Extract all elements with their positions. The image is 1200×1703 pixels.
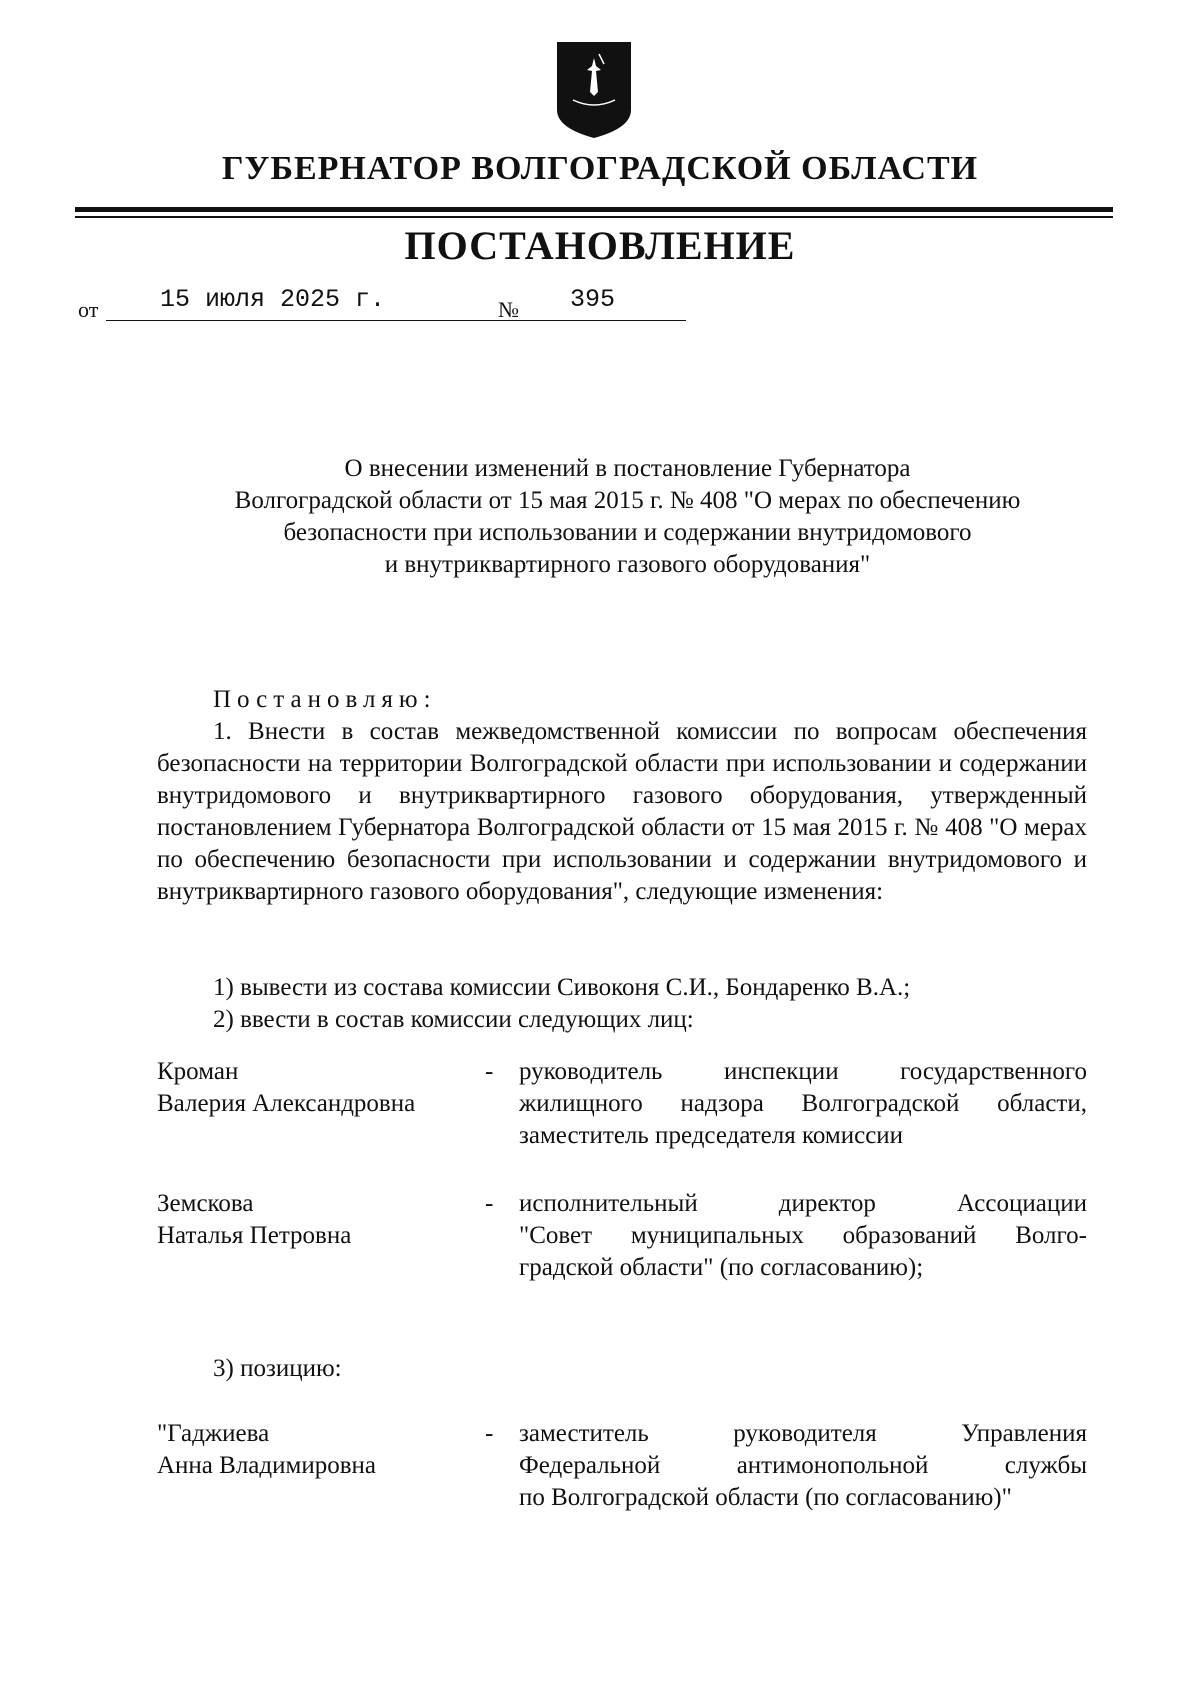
item-2: 2) ввести в состав комиссии следующих лиц: bbox=[213, 1006, 694, 1033]
authority-title: ГУБЕРНАТОР ВОЛГОГРАДСКОЙ ОБЛАСТИ bbox=[221, 150, 979, 187]
item-1: 1) вывести из состава комиссии Сивоконя С.И., Бондаренко В.А.; bbox=[213, 974, 911, 1001]
member-name bbox=[157, 1418, 477, 1482]
role-line: градской области" (по согласованию); bbox=[519, 1254, 924, 1281]
header-rule-thick bbox=[75, 207, 1113, 212]
number-prefix: № bbox=[498, 297, 519, 322]
subject-line: безопасности при использовании и содержании внутридомового bbox=[283, 519, 972, 546]
role-line: исполнительный директор Ассоциации bbox=[519, 1190, 1087, 1217]
role-line: жилищного надзора Волгоградской области, bbox=[519, 1090, 1087, 1117]
member-surname: Земскова bbox=[157, 1190, 254, 1217]
role-line: "Совет муниципальных образований Волго- bbox=[519, 1222, 1087, 1249]
member-role bbox=[519, 1418, 1087, 1514]
decree-word: Постановляю: bbox=[213, 686, 437, 713]
document-date: 15 июля 2025 г. bbox=[160, 285, 386, 314]
paragraph-1: 1. Внести в состав межведомственной комиссии по вопросам обеспечения безопасности на территории Волгоградской области при использовании и содержании внутридомового и внутриквартирного газового оборудования, утвержденный постановлением Губернатора Волгоградской области от 15 мая 2015 г. № 408 "О мерах по обеспечению безопасности при использовании и содержании внутридомового и внутриквартирного газового оборудования", следующие изменения: bbox=[157, 718, 1087, 905]
member-given-names: Наталья Петровна bbox=[157, 1222, 352, 1249]
item-3: 3) позицию: bbox=[213, 1355, 342, 1382]
role-line: по Волгоградской области (по согласованию)" bbox=[519, 1484, 1012, 1511]
number-underline bbox=[526, 320, 686, 321]
date-underline bbox=[106, 320, 558, 321]
subject-line: Волгоградской области от 15 мая 2015 г. № 408 "О мерах по обеспечению bbox=[234, 487, 1021, 514]
date-prefix: от bbox=[78, 297, 99, 322]
member-dash: - bbox=[485, 1420, 494, 1447]
document-subject bbox=[160, 453, 1095, 581]
coat-of-arms-icon bbox=[555, 40, 633, 140]
role-line: заместитель руководителя Управления bbox=[519, 1420, 1087, 1447]
member-dash: - bbox=[485, 1058, 494, 1085]
member-dash: - bbox=[485, 1190, 494, 1217]
member-name bbox=[157, 1188, 477, 1252]
date-number-row bbox=[78, 285, 698, 325]
document-type-title: ПОСТАНОВЛЕНИЕ bbox=[404, 223, 796, 268]
member-surname: "Гаджиева bbox=[157, 1420, 270, 1447]
role-line: Федеральной антимонопольной службы bbox=[519, 1452, 1087, 1479]
member-name bbox=[157, 1056, 477, 1120]
role-line: руководитель инспекции государственного bbox=[519, 1058, 1087, 1085]
subject-line: и внутриквартирного газового оборудования" bbox=[384, 551, 871, 578]
member-given-names: Валерия Александровна bbox=[157, 1090, 416, 1117]
header-rule-thin bbox=[75, 216, 1113, 218]
member-surname: Кроман bbox=[157, 1058, 239, 1085]
subject-line: О внесении изменений в постановление Губернатора bbox=[344, 455, 911, 482]
document-number: 395 bbox=[570, 285, 616, 314]
member-role bbox=[519, 1188, 1087, 1284]
role-line: заместитель председателя комиссии bbox=[519, 1122, 904, 1149]
member-given-names: Анна Владимировна bbox=[157, 1452, 376, 1479]
member-role bbox=[519, 1056, 1087, 1152]
